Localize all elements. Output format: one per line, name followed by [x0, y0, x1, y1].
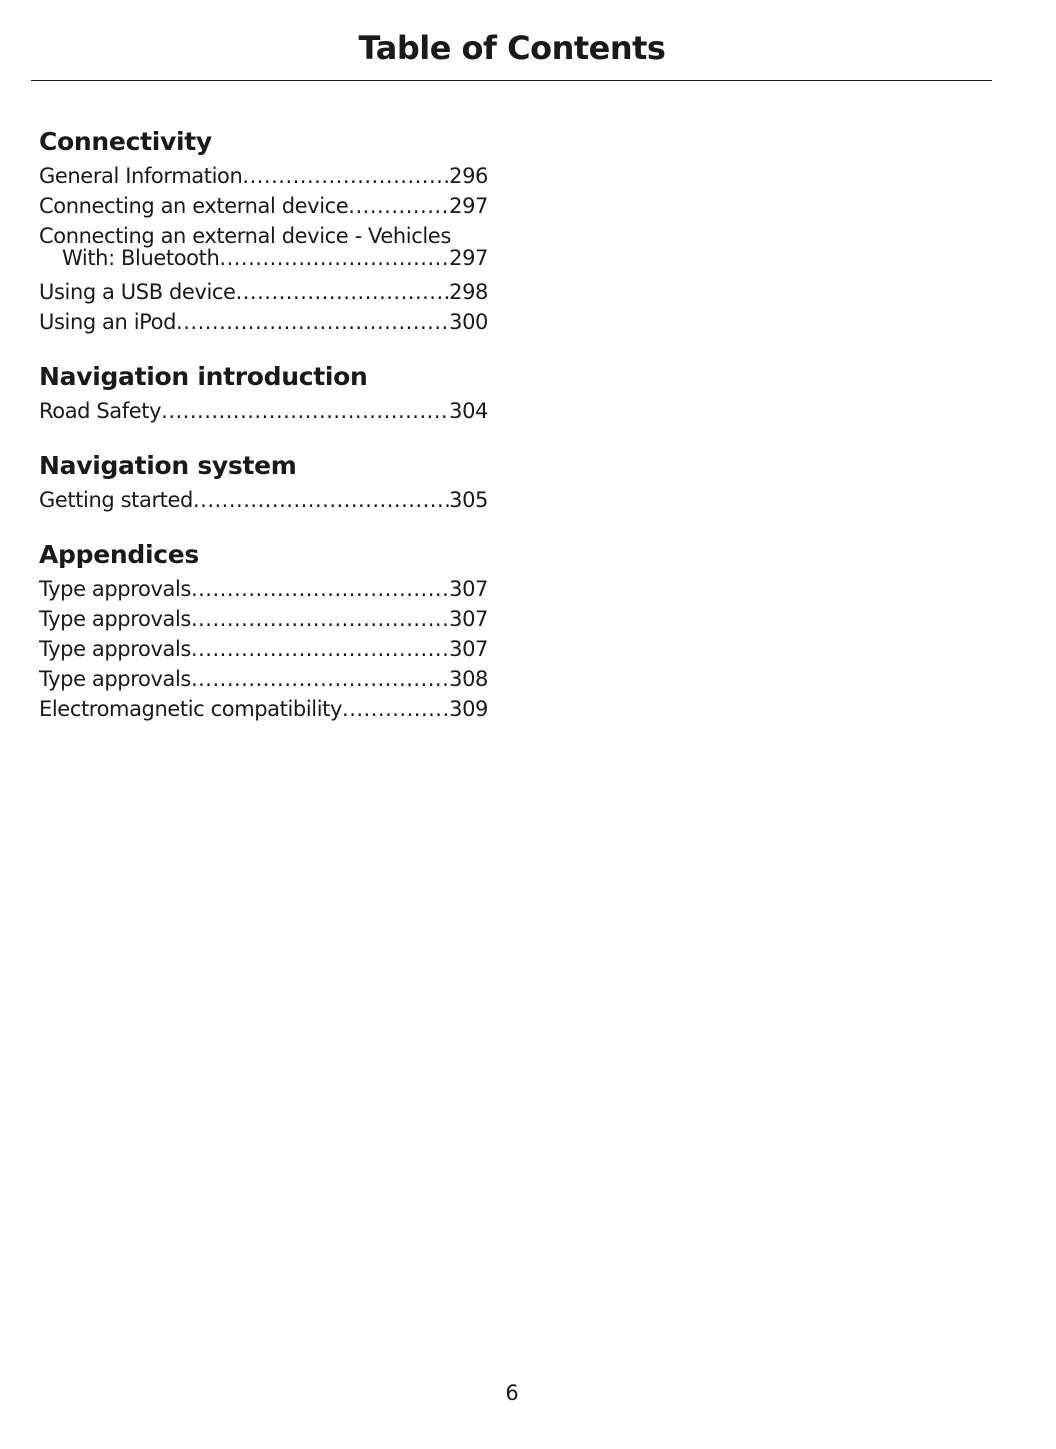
toc-section-appendices	[39, 537, 488, 724]
entry-page-number: 297	[449, 246, 488, 270]
entry-label: Connecting an external device	[39, 194, 349, 218]
section-heading: Navigation introduction	[39, 362, 368, 391]
entry-page-number: 308	[449, 667, 488, 691]
toc-entry[interactable]	[39, 191, 488, 221]
toc-entry[interactable]	[39, 694, 488, 724]
entry-page-number: 298	[449, 280, 488, 304]
entry-label: General Information	[39, 164, 243, 188]
entry-page-number: 300	[449, 310, 488, 334]
dot-leader	[242, 161, 449, 191]
entry-page-number: 307	[449, 637, 488, 661]
entry-label-line1: Connecting an external device - Vehicles	[39, 224, 451, 248]
dot-leader	[236, 277, 450, 307]
section-heading: Navigation system	[39, 451, 297, 480]
dot-leader	[176, 307, 449, 337]
toc-section-connectivity	[39, 124, 488, 337]
table-of-contents	[39, 124, 488, 746]
toc-entry[interactable]	[39, 225, 488, 277]
page-number: 6	[505, 1381, 519, 1405]
dot-leader	[161, 396, 449, 426]
toc-entry[interactable]	[39, 604, 488, 634]
page-title: Table of Contents	[358, 29, 666, 67]
entry-page-number: 307	[449, 577, 488, 601]
entry-page-number: 309	[449, 697, 488, 721]
entry-label: Type approvals	[39, 577, 191, 601]
dot-leader	[191, 604, 449, 634]
section-heading: Appendices	[39, 540, 200, 569]
entry-label: Getting started	[39, 488, 193, 512]
dot-leader	[219, 247, 449, 269]
entry-label: Road Safety	[39, 399, 162, 423]
entry-label: Type approvals	[39, 667, 191, 691]
entry-label: Type approvals	[39, 637, 191, 661]
dot-leader	[191, 574, 449, 604]
toc-entry[interactable]	[39, 485, 488, 515]
entry-label: Type approvals	[39, 607, 191, 631]
dot-leader	[191, 664, 449, 694]
title-divider	[31, 80, 992, 81]
toc-entry[interactable]	[39, 307, 488, 337]
dot-leader	[342, 694, 449, 724]
section-heading: Connectivity	[39, 127, 212, 156]
entry-page-number: 304	[449, 399, 488, 423]
toc-entry[interactable]	[39, 277, 488, 307]
dot-leader	[348, 191, 449, 221]
dot-leader	[193, 485, 449, 515]
toc-entry[interactable]	[39, 574, 488, 604]
entry-label: Using an iPod	[39, 310, 177, 334]
toc-entry[interactable]	[39, 161, 488, 191]
toc-section-navigation-system	[39, 448, 488, 515]
entry-page-number: 307	[449, 607, 488, 631]
toc-section-navigation-introduction	[39, 359, 488, 426]
entry-page-number: 297	[449, 194, 488, 218]
entry-label: With: Bluetooth	[62, 246, 220, 270]
toc-entry[interactable]	[39, 664, 488, 694]
entry-page-number: 305	[449, 488, 488, 512]
entry-label: Electromagnetic compatibility	[39, 697, 343, 721]
entry-label: Using a USB device	[39, 280, 236, 304]
toc-entry[interactable]	[39, 396, 488, 426]
toc-entry[interactable]	[39, 634, 488, 664]
entry-page-number: 296	[449, 164, 488, 188]
dot-leader	[191, 634, 449, 664]
